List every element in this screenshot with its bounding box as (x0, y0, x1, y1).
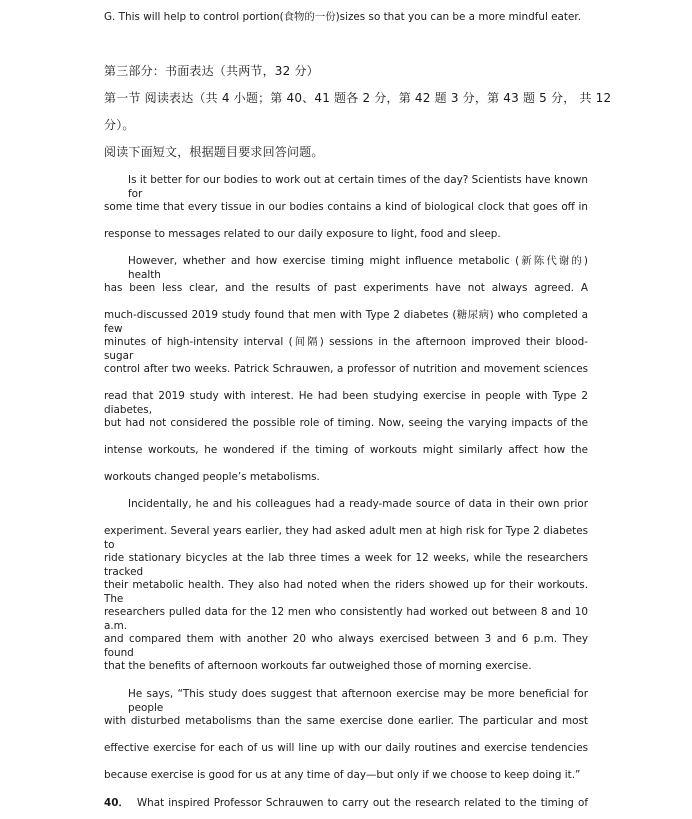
passage-line: effective exercise for each of us will line up with our daily routines and exercise tendencies (104, 742, 588, 754)
question-text: What inspired Professor Schrauwen to carry out the research related to the timing of (136, 797, 588, 809)
prev-option-g: G. This will help to control portion(食物的一份)sizes so that you can be a more mindful eater. (104, 11, 582, 23)
passage-line: control after two weeks. Patrick Schrauwen, a professor of nutrition and movement sciences (104, 363, 588, 375)
instruction: 阅读下面短文，根据题目要求回答问题。 (104, 145, 324, 159)
passage-line: researchers pulled data for the 12 men who consistently had worked out between 8 and 10 a.m. (104, 606, 588, 632)
passage-line: workouts changed people’s metabolisms. (104, 471, 320, 483)
passage-line: has been less clear, and the results of past experiments have not always agreed. A (104, 282, 588, 294)
passage-line: that the benefits of afternoon workouts far outweighed those of morning exercise. (104, 660, 532, 672)
passage-line: read that 2019 study with interest. He had been studying exercise in people with Type 2 diabetes, (104, 390, 588, 416)
passage-line: their metabolic health. They also had noted when the riders showed up for their workouts. The (104, 579, 588, 605)
subsection-heading-line2: 分）。 (104, 118, 135, 132)
passage-line: but had not considered the possible role of timing. Now, seeing the varying impacts of the (104, 417, 588, 429)
passage-line: Is it better for our bodies to work out at certain times of the day? Scientists have known for (128, 174, 588, 200)
passage-line: experiment. Several years earlier, they had asked adult men at high risk for Type 2 diabetes to (104, 525, 588, 551)
passage-line: minutes of high-intensity interval (间隔) sessions in the afternoon improved their blood-sugar (104, 336, 588, 362)
section-title: 第三部分：书面表达（共两节，32 分） (104, 64, 319, 78)
passage-line: and compared them with another 20 who always exercised between 3 and 6 p.m. They found (104, 633, 588, 659)
passage-line: However, whether and how exercise timing might influence metabolic (新陈代谢的) health (128, 255, 588, 281)
passage-line: with disturbed metabolisms than the same exercise done earlier. The particular and most (104, 715, 588, 727)
passage-line: Incidentally, he and his colleagues had a ready-made source of data in their own prior (128, 498, 588, 510)
passage-line: ride stationary bicycles at the lab three times a week for 12 weeks, while the researchers tracked (104, 552, 588, 578)
question-number: 40． (104, 797, 129, 809)
passage-line: intense workouts, he wondered if the timing of workouts might similarly affect how the (104, 444, 588, 456)
passage-line: response to messages related to our daily exposure to light, food and sleep. (104, 228, 501, 240)
subsection-heading-line1: 第一节 阅读表达（共 4 小题；第 40、41 题各 2 分，第 42 题 3 分，第 43 题 5 分， 共 12 (104, 91, 612, 105)
passage-line: much-discussed 2019 study found that men with Type 2 diabetes (糖尿病) who completed a few (104, 309, 588, 335)
passage-line: some time that every tissue in our bodies contains a kind of biological clock that goes off in (104, 201, 588, 213)
passage-line: He says, “This study does suggest that afternoon exercise may be more beneficial for people (128, 688, 588, 714)
passage-line: because exercise is good for us at any time of day—but only if we choose to keep doing it.” (104, 769, 581, 781)
question-40 (104, 796, 588, 810)
